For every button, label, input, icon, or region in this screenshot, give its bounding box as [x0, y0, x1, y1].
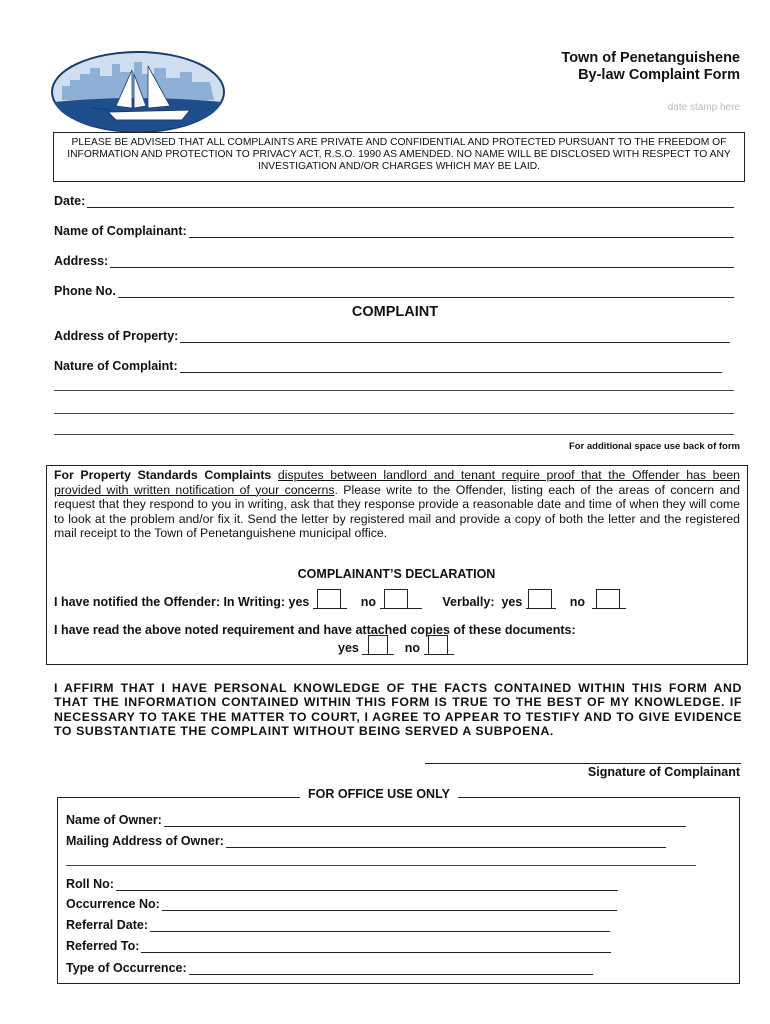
verbally-yes-checkbox[interactable] — [528, 589, 552, 609]
verbally-yes-label: yes — [501, 595, 523, 609]
nature-of-complaint-label: Nature of Complaint: — [54, 359, 178, 373]
mailing-address-line-2[interactable] — [66, 864, 696, 866]
referral-date-field[interactable] — [66, 916, 610, 932]
writing-no-checkbox[interactable] — [384, 589, 408, 609]
attached-yes-checkbox[interactable] — [368, 635, 388, 655]
attached-yes-label: yes — [338, 641, 359, 655]
complaint-heading: COMPLAINT — [351, 304, 439, 320]
mailing-address-label: Mailing Address of Owner: — [66, 834, 224, 848]
writing-yes-label: yes — [288, 595, 310, 609]
date-field[interactable] — [54, 192, 734, 208]
signature-label: Signature of Complainant — [587, 765, 740, 779]
property-standards-lead: For Property Standards Complaints — [54, 468, 272, 482]
property-standards-instructions: . Please write to the Offender, listing each of the areas of concern and request that they respond to you in writing, ask that they response provide a reasonable date and time of when they will come to look at the problem and/or fix it. Send the letter by registered mail and provide a copy of both the letter and the registered mail receipt to the Town of Penetanguishene municipal office. — [54, 482, 740, 541]
complaint-line-3[interactable] — [54, 433, 734, 435]
office-use-heading: FOR OFFICE USE ONLY — [300, 787, 458, 801]
type-of-occurrence-field[interactable] — [66, 959, 593, 975]
verbally-no-checkbox[interactable] — [596, 589, 620, 609]
notified-label: I have notified the Offender: In Writing: — [54, 595, 286, 609]
town-logo — [50, 50, 226, 134]
referral-date-label: Referral Date: — [66, 918, 148, 932]
writing-yes-checkbox[interactable] — [317, 589, 341, 609]
complaint-line-2[interactable] — [54, 412, 734, 414]
address-label: Address: — [54, 254, 109, 268]
complainant-name-label: Name of Complainant: — [54, 224, 187, 238]
date-stamp-area: date stamp here — [667, 102, 740, 113]
attached-no-checkbox[interactable] — [428, 635, 448, 655]
type-of-occurrence-label: Type of Occurrence: — [66, 961, 187, 975]
signature-line[interactable] — [425, 763, 741, 764]
form-title — [561, 50, 740, 84]
complainant-name-field[interactable] — [54, 222, 734, 238]
back-of-form-note: For additional space use back of form — [568, 441, 740, 452]
privacy-notice: PLEASE BE ADVISED THAT ALL COMPLAINTS ARE PRIVATE AND CONFIDENTIAL AND PROTECTED PURSUANT TO THE FREEDOM OF INFORMATION AND PROTECTION TO PRIVACY ACT, R.S.O. 1990 AS AMENDED. NO NAME WILL BE DISCLOSED WITH RESPECT TO ANY INVESTIGATION AND/OR CHARGES WHICH MAY BE LAID. — [53, 132, 745, 182]
phone-label: Phone No. — [54, 284, 116, 298]
verbally-label: Verbally: — [442, 595, 495, 609]
town-name: Town of Penetanguishene — [561, 50, 740, 66]
referred-to-field[interactable] — [66, 937, 611, 953]
property-standards-text — [54, 468, 740, 541]
owner-name-field[interactable] — [66, 811, 686, 827]
notified-row — [54, 589, 744, 609]
form-name: By-law Complaint Form — [578, 67, 740, 83]
property-address-field[interactable] — [54, 327, 730, 343]
complaint-line-1[interactable] — [54, 389, 734, 391]
roll-no-field[interactable] — [66, 875, 618, 891]
occurrence-no-label: Occurrence No: — [66, 897, 160, 911]
address-field[interactable] — [54, 252, 734, 268]
property-address-label: Address of Property: — [54, 329, 179, 343]
attached-copies-row — [338, 635, 454, 655]
nature-of-complaint-field[interactable] — [54, 357, 722, 373]
roll-no-label: Roll No: — [66, 877, 114, 891]
mailing-address-field[interactable] — [66, 832, 666, 848]
affirmation-text: I AFFIRM THAT I HAVE PERSONAL KNOWLEDGE OF THE FACTS CONTAINED WITHIN THIS FORM AND THAT THE INFORMATION CONTAINED WITHIN THIS FORM IS TRUE TO THE BEST OF MY KNOWLEDGE. IF NECESSARY TO TAKE THE MATTER TO COURT, I AGREE TO APPEAR TO TESTIFY AND TO GIVE EVIDENCE TO SUBSTANTIATE THE COMPLAINT WITHOUT BEING SERVED A SUBPOENA. — [54, 681, 742, 739]
read-requirement-text: I have read the above noted requirement and have attached copies of these documents: — [54, 623, 576, 637]
property-standards-requirement: disputes between landlord and tenant require proof that the Offender has been provided with written notification of your concerns — [54, 468, 740, 497]
writing-no-label: no — [360, 595, 377, 609]
verbally-no-label: no — [569, 595, 585, 609]
occurrence-no-field[interactable] — [66, 895, 617, 911]
date-label: Date: — [54, 194, 86, 208]
referred-to-label: Referred To: — [66, 939, 140, 953]
owner-name-label: Name of Owner: — [66, 813, 162, 827]
attached-no-label: no — [404, 641, 421, 655]
phone-field[interactable] — [54, 282, 734, 298]
declaration-heading: COMPLAINANT’S DECLARATION — [297, 567, 496, 581]
